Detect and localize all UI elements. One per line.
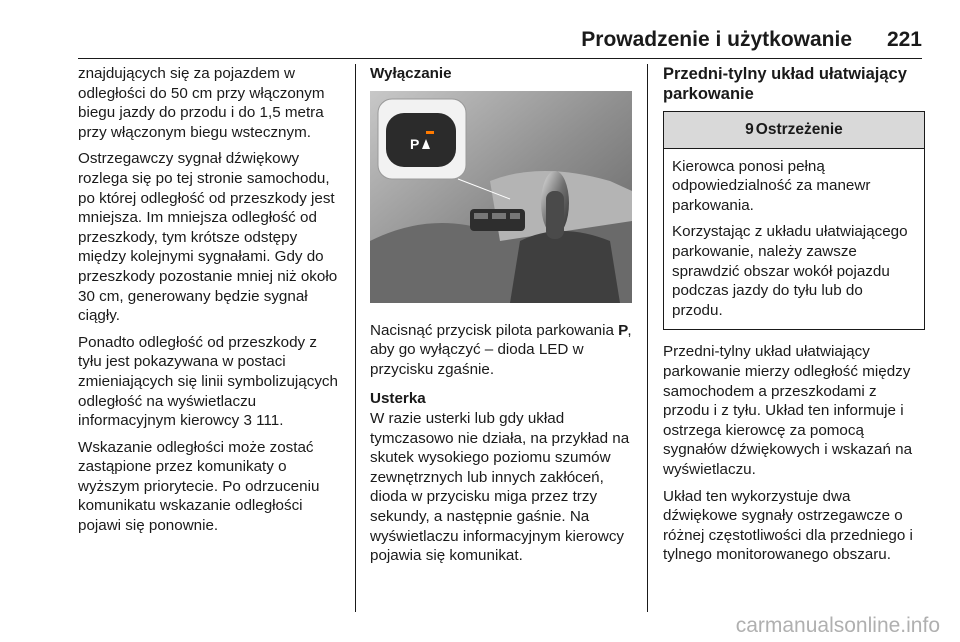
section-title: Przedni-tylny układ ułatwiający parkowanie	[663, 65, 907, 103]
paragraph: Kierowca ponosi pełną odpowiedzialność za manewr parkowania.	[672, 157, 871, 214]
parking-button-photo	[370, 91, 632, 303]
watermark: carmanualsonline.info	[735, 614, 940, 637]
paragraph: znajdujących się za pojazdem w odległości do 50 cm przy włączonym biegu jazdy do przodu i do 1,5 metra przy włączonym biegu wstecznym.	[78, 65, 325, 141]
paragraph-text: Nacisnąć przycisk pilota parkowania	[370, 321, 619, 339]
warning-box	[663, 111, 925, 330]
page-header	[78, 28, 922, 59]
park-pilot-icon: P	[618, 321, 628, 339]
column-2	[370, 64, 634, 573]
paragraph	[78, 333, 340, 431]
warning-header	[664, 112, 924, 149]
column-1	[78, 64, 340, 543]
section-heading: Wyłączanie	[370, 65, 452, 82]
page-ref-arrow-icon: 3	[243, 412, 252, 430]
page-number: 221	[886, 28, 922, 51]
page-ref[interactable]: 111.	[251, 412, 284, 430]
warning-triangle-icon: 9	[745, 121, 754, 138]
paragraph: Układ ten wykorzystuje dwa dźwiękowe sygnały ostrzegawcze o różnej częstotliwości dla przedniego i tylnego monitorowanego obszaru.	[663, 487, 913, 564]
paragraph: Przedni-tylny układ ułatwiający parkowanie mierzy odległość między samochodem a przeszkodami z przodu i z tyłu. Układ ten informuje i ostrzega kierowcę za pomocą sygnałów dźwiękowych i wskazań na wyświetlaczu.	[663, 343, 913, 478]
column-divider-2	[647, 64, 648, 612]
paragraph-text: Ponadto odległość od przeszkody z tyłu jest pokazywana w postaci zmieniających się linii symbolizujących odległość na wyświetlaczu informacyjnym kierowcy	[78, 333, 338, 430]
column-divider-1	[355, 64, 356, 612]
paragraph: W razie usterki lub gdy układ tymczasowo nie działa, na przykład na skutek wysokiego poziomu szumów zewnętrznych lub innych zakłóceń, dioda w przycisku miga przez trzy sekundy, a następnie gaśnie. Na wyświetlaczu informacyjnym kierowcy pojawia się komunikat.	[370, 409, 630, 565]
button-label: P	[410, 135, 420, 152]
paragraph: Ostrzegawczy sygnał dźwiękowy rozlega się po tej stronie samochodu, po której odległość od przeszkody jest mniejsza. Im mniejsza odległość od przeszkody, tym krótsze odstępy między kolejnymi sygnałami. Gdy do przeszkody pozostanie mniej niż około 30 cm, generowany będzie sygnał ciągły.	[78, 150, 338, 325]
warning-label: Ostrzeżenie	[755, 121, 843, 138]
warning-body	[664, 149, 924, 330]
page-title: Prowadzenie i użytkowanie	[581, 28, 852, 51]
paragraph: Wskazanie odległości może zostać zastąpione przez komunikaty o wyższym priorytecie. Po odrzuceniu komunikatu wskazanie odległości pojawi się ponownie.	[78, 438, 320, 535]
paragraph-text: , aby go wyłączyć – dioda LED w przycisku zgaśnie.	[370, 321, 632, 378]
paragraph: Korzystając z układu ułatwiającego parkowanie, należy zawsze sprawdzić obszar wokół pojazdu podczas jazdy do tyłu lub do przodu.	[672, 223, 908, 319]
paragraph	[370, 321, 634, 380]
fault-heading: Usterka	[370, 390, 426, 408]
column-3	[663, 64, 925, 572]
